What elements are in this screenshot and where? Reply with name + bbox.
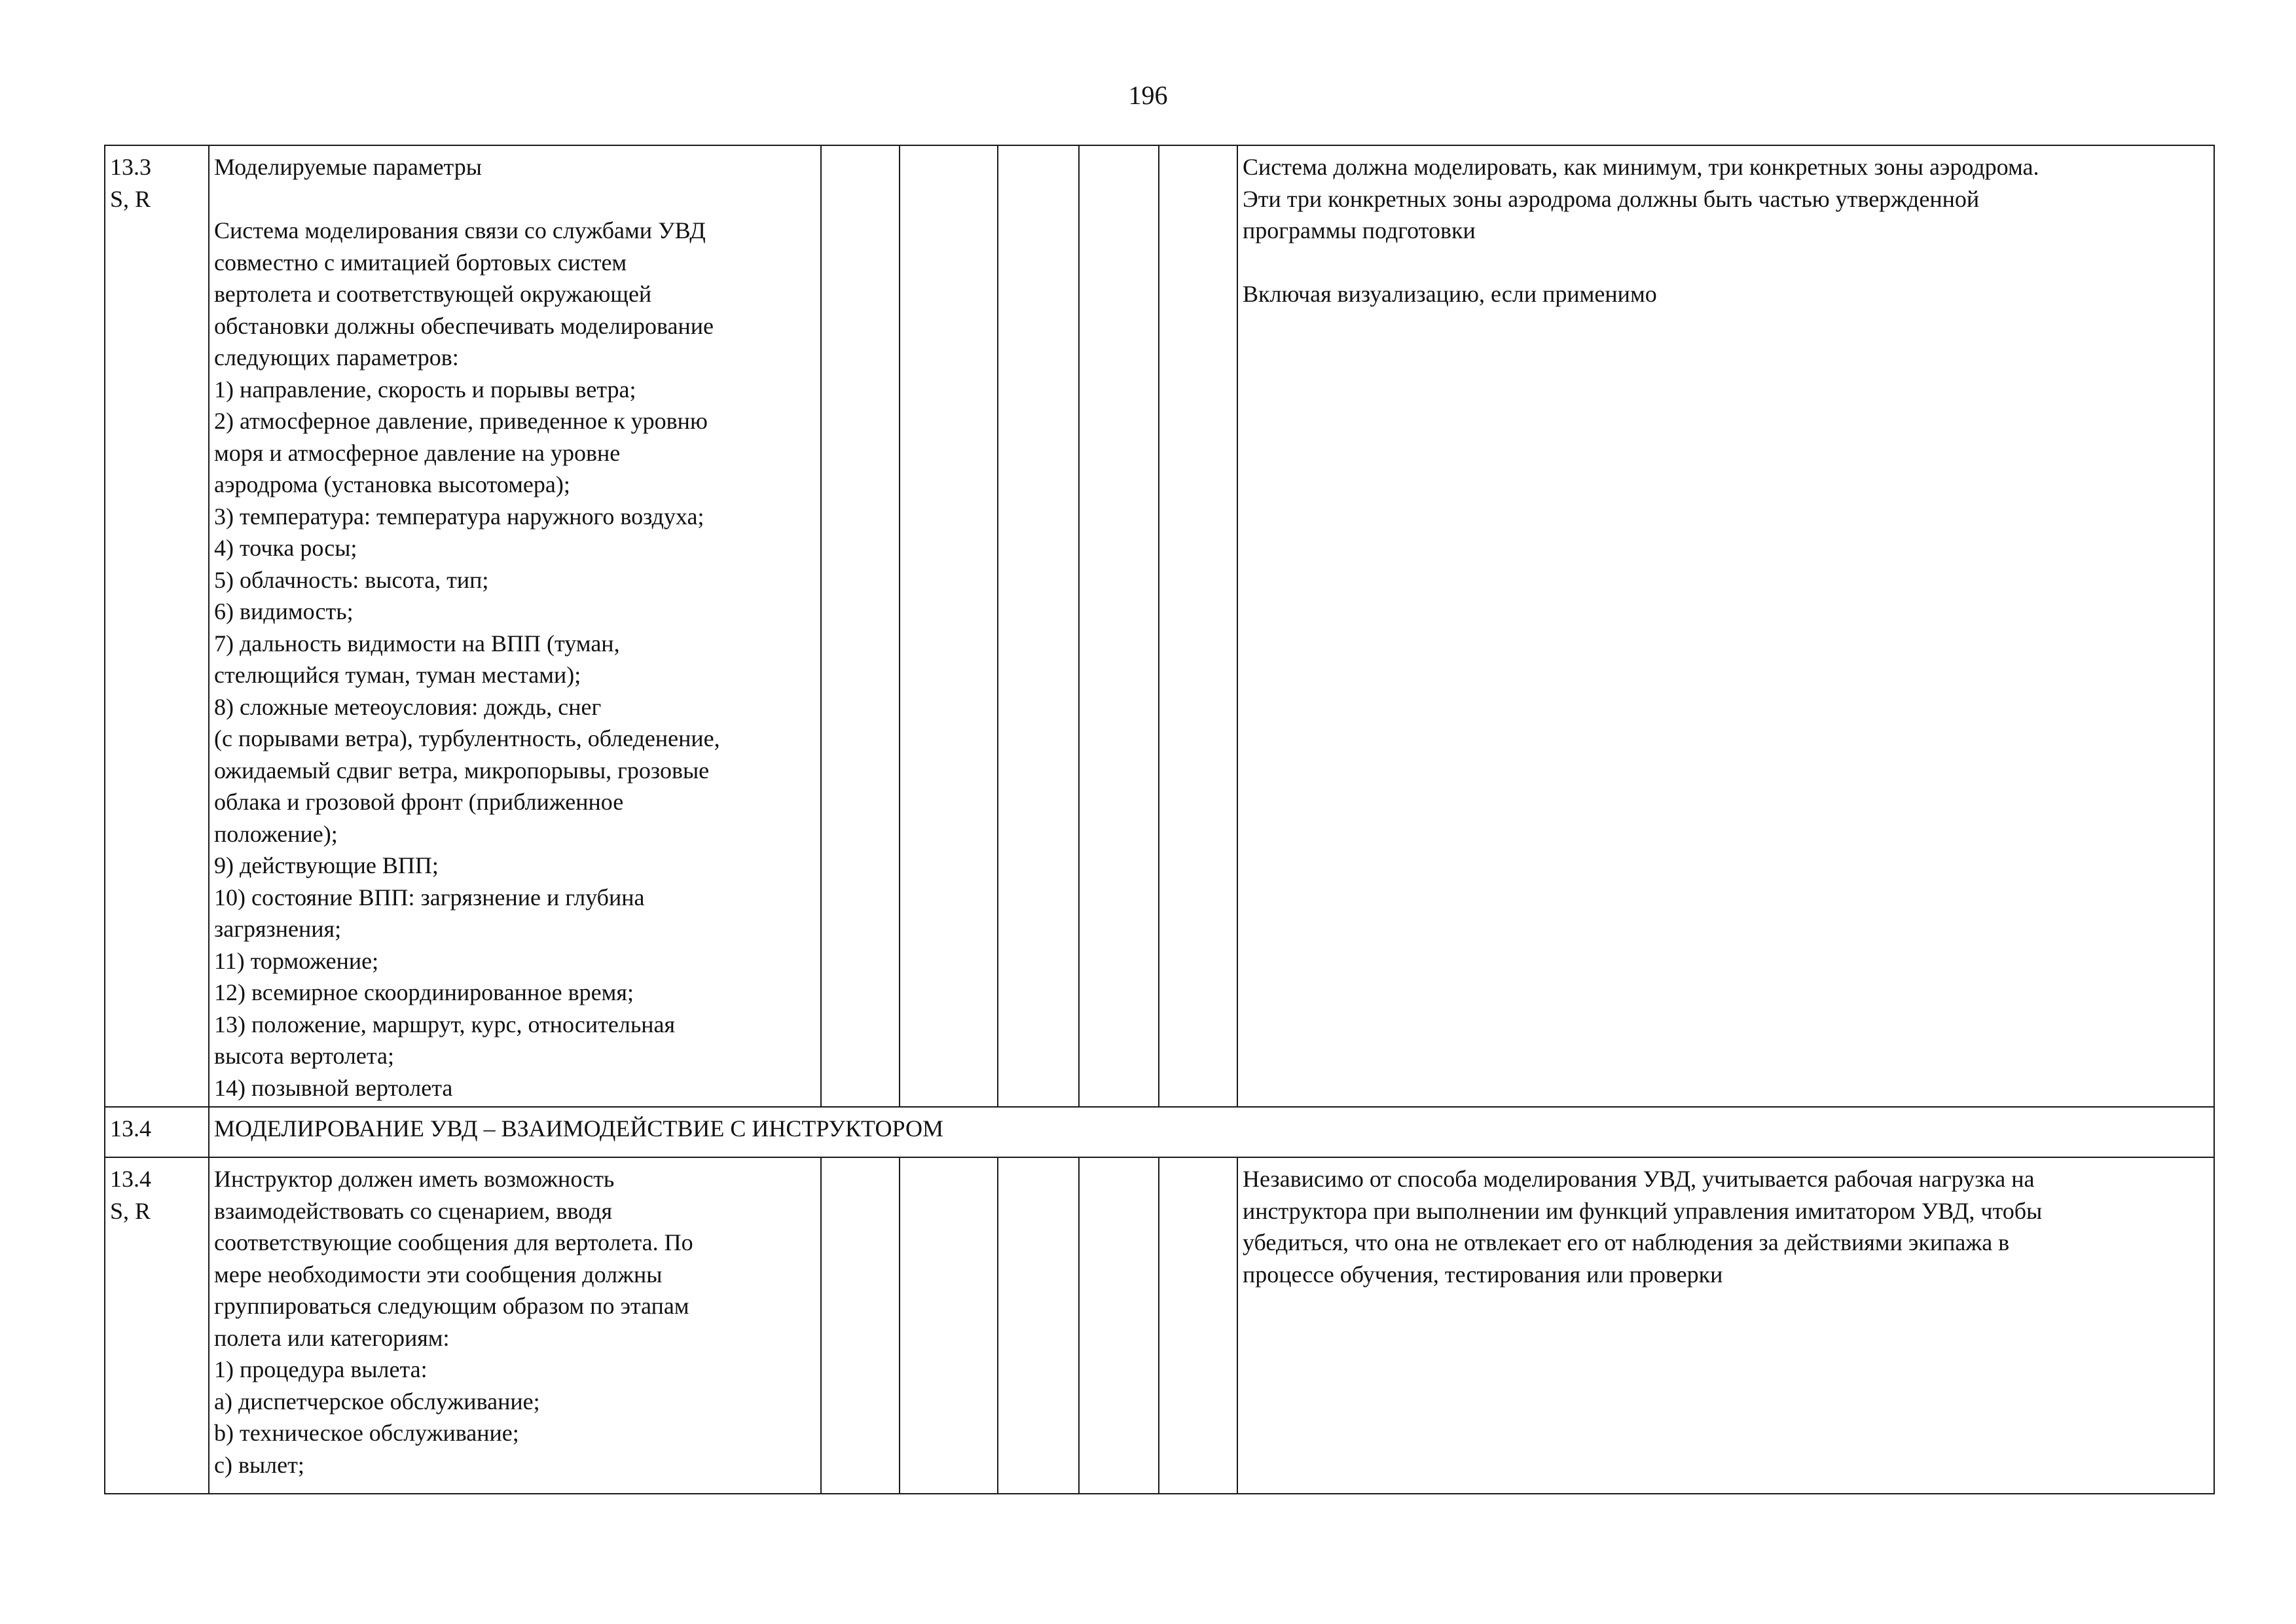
table-row bbox=[105, 145, 2214, 1107]
description-line: загрязнения; bbox=[214, 916, 342, 942]
description-line: положение); bbox=[214, 820, 338, 847]
notes-cell bbox=[1237, 145, 2214, 1107]
description-cell bbox=[209, 145, 821, 1107]
description-line: мере необходимости эти сообщения должны bbox=[214, 1261, 663, 1288]
description-line: 2) атмосферное давление, приведенное к уровню bbox=[214, 408, 708, 434]
notes-line: Эти три конкретных зоны аэродрома должны быть частью утвержденной bbox=[1243, 185, 1980, 212]
empty-cell bbox=[1079, 145, 1159, 1107]
description-line: 12) всемирное скоординированное время; bbox=[214, 979, 634, 1005]
description-line: 7) дальность видимости на ВПП (туман, bbox=[214, 630, 620, 657]
description-cell bbox=[209, 1157, 821, 1494]
empty-cell bbox=[1079, 1157, 1159, 1494]
description-line: 9) действующие ВПП; bbox=[214, 852, 439, 878]
description-line: 4) точка росы; bbox=[214, 535, 357, 561]
description-line: 11) торможение; bbox=[214, 947, 379, 974]
notes-lines bbox=[1243, 1163, 2210, 1290]
section-title: МОДЕЛИРОВАНИЕ УВД – ВЗАИМОДЕЙСТВИЕ С ИНСТРУКТОРОМ bbox=[209, 1107, 2214, 1157]
table-row bbox=[105, 1157, 2214, 1494]
empty-cell bbox=[998, 1157, 1079, 1494]
notes-line: Система должна моделировать, как минимум, три конкретных зоны аэродрома. bbox=[1243, 154, 2039, 180]
requirements-table bbox=[104, 145, 2215, 1494]
empty-cell bbox=[821, 1157, 900, 1494]
notes-cell bbox=[1237, 1157, 2214, 1494]
notes-line: Независимо от способа моделирования УВД, учитывается рабочая нагрузка на bbox=[1243, 1166, 2035, 1192]
description-line: Инструктор должен иметь возможность bbox=[214, 1166, 615, 1192]
page-number: 196 bbox=[1128, 81, 1168, 110]
description-line: соответствующие сообщения для вертолета. По bbox=[214, 1229, 693, 1255]
item-number-cell bbox=[105, 1157, 209, 1494]
empty-cell bbox=[998, 145, 1079, 1107]
description-line: 8) сложные метеоусловия: дождь, снег bbox=[214, 693, 602, 720]
description-line: обстановки должны обеспечивать моделирование bbox=[214, 312, 714, 339]
description-line: моря и атмосферное давление на уровне bbox=[214, 439, 621, 466]
item-number-cell bbox=[105, 145, 209, 1107]
empty-cell bbox=[1159, 145, 1237, 1107]
notes-line: убедиться, что она не отвлекает его от наблюдения за действиями экипажа в bbox=[1243, 1229, 2010, 1255]
empty-cell bbox=[821, 145, 900, 1107]
description-line: высота вертолета; bbox=[214, 1043, 395, 1069]
description-line: 1) направление, скорость и порывы ветра; bbox=[214, 376, 636, 403]
description-line: группироваться следующим образом по этапам bbox=[214, 1293, 689, 1319]
description-line: (с порывами ветра), турбулентность, обледенение, bbox=[214, 725, 720, 751]
description-line: Система моделирования связи со службами УВД bbox=[214, 217, 706, 244]
description-line: a) диспетчерское обслуживание; bbox=[214, 1388, 540, 1415]
description-line: b) техническое обслуживание; bbox=[214, 1420, 519, 1446]
notes-line: инструктора при выполнении им функций управления имитатором УВД, чтобы bbox=[1243, 1197, 2043, 1224]
section-row bbox=[105, 1107, 2214, 1157]
notes-line: процессе обучения, тестирования или проверки bbox=[1243, 1261, 1723, 1288]
description-line: 10) состояние ВПП: загрязнение и глубина bbox=[214, 884, 645, 911]
empty-cell bbox=[900, 145, 998, 1107]
description-line: ожидаемый сдвиг ветра, микропорывы, грозовые bbox=[214, 757, 710, 784]
description-line: 13) положение, маршрут, курс, относительная bbox=[214, 1011, 676, 1038]
item-standard: S, R bbox=[110, 185, 151, 212]
description-line: вертолета и соответствующей окружающей bbox=[214, 281, 652, 307]
description-line: стелющийся туман, туман местами); bbox=[214, 662, 581, 688]
description-line: 6) видимость; bbox=[214, 598, 354, 624]
empty-cell bbox=[900, 1157, 998, 1494]
description-line: полета или категориям: bbox=[214, 1324, 450, 1351]
description-line: аэродрома (установка высотомера); bbox=[214, 471, 570, 497]
section-number: 13.4 bbox=[105, 1107, 209, 1157]
description-line: 5) облачность: высота, тип; bbox=[214, 566, 489, 593]
item-number: 13.4 bbox=[110, 1166, 151, 1192]
description-line: взаимодействовать со сценарием, вводя bbox=[214, 1197, 613, 1224]
description-line: облака и грозовой фронт (приближенное bbox=[214, 789, 624, 815]
description-lines bbox=[214, 1163, 816, 1481]
item-standard: S, R bbox=[110, 1197, 151, 1224]
notes-lines bbox=[1243, 151, 2210, 247]
description-line: 14) позывной вертолета bbox=[214, 1074, 453, 1101]
description-line: 1) процедура вылета: bbox=[214, 1356, 428, 1382]
item-number: 13.3 bbox=[110, 154, 151, 180]
description-title: Моделируемые параметры bbox=[214, 154, 482, 180]
description-line: c) вылет; bbox=[214, 1451, 304, 1478]
empty-cell bbox=[1159, 1157, 1237, 1494]
notes-extra: Включая визуализацию, если применимо bbox=[1243, 281, 1657, 307]
description-line: следующих параметров: bbox=[214, 344, 459, 370]
description-lines bbox=[214, 215, 816, 1104]
description-line: совместно с имитацией бортовых систем bbox=[214, 249, 627, 276]
notes-line: программы подготовки bbox=[1243, 217, 1476, 244]
description-line: 3) температура: температура наружного воздуха; bbox=[214, 503, 704, 530]
